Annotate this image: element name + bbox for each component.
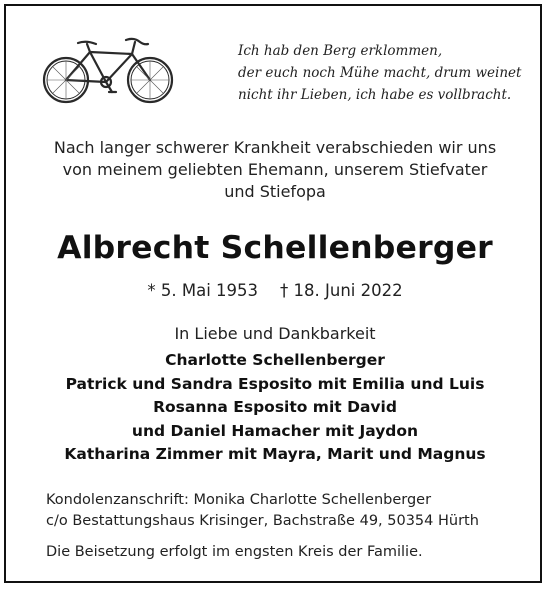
intro-line: Nach langer schwerer Krankheit verabschieden wir uns: [53, 138, 497, 157]
bicycle-icon: [40, 36, 176, 108]
mourner-line: und Daniel Hamacher mit Jaydon: [131, 421, 419, 440]
intro-text: [6, 137, 544, 203]
mourner-line: Katharina Zimmer mit Mayra, Marit und Magnus: [64, 445, 486, 463]
intro-line: von meinem geliebten Ehemann, unserem Stiefvater: [62, 160, 488, 179]
mourners-list: [6, 349, 544, 467]
intro-line: und Stiefopa: [224, 182, 326, 201]
poem: [238, 40, 538, 106]
mourning-phrase: In Liebe und Dankbarkeit: [174, 324, 376, 343]
death-date: † 18. Juni 2022: [280, 281, 403, 300]
deceased-name: Albrecht Schellenberger: [57, 230, 493, 266]
poem-line: Ich hab den Berg erklommen,: [238, 43, 443, 59]
mourner-line: Charlotte Schellenberger: [165, 351, 385, 369]
birth-date: * 5. Mai 1953: [147, 281, 259, 300]
life-dates: [6, 281, 544, 300]
burial-notice: Die Beisetzung erfolgt im engsten Kreis der Familie.: [46, 544, 423, 560]
poem-line: der euch noch Mühe macht, drum weinet: [238, 65, 522, 81]
mourner-line: Patrick und Sandra Esposito mit Emilia und Luis: [65, 374, 485, 393]
condolence-address-line: c/o Bestattungshaus Krisinger, Bachstraße 49, 50354 Hürth: [46, 513, 479, 529]
footer: [46, 490, 526, 563]
obituary-card: [4, 4, 542, 583]
condolence-address-line: Kondolenzanschrift: Monika Charlotte Schellenberger: [46, 492, 432, 508]
poem-line: nicht ihr Lieben, ich habe es vollbracht.: [238, 87, 512, 103]
mourner-line: Rosanna Esposito mit David: [153, 398, 397, 416]
